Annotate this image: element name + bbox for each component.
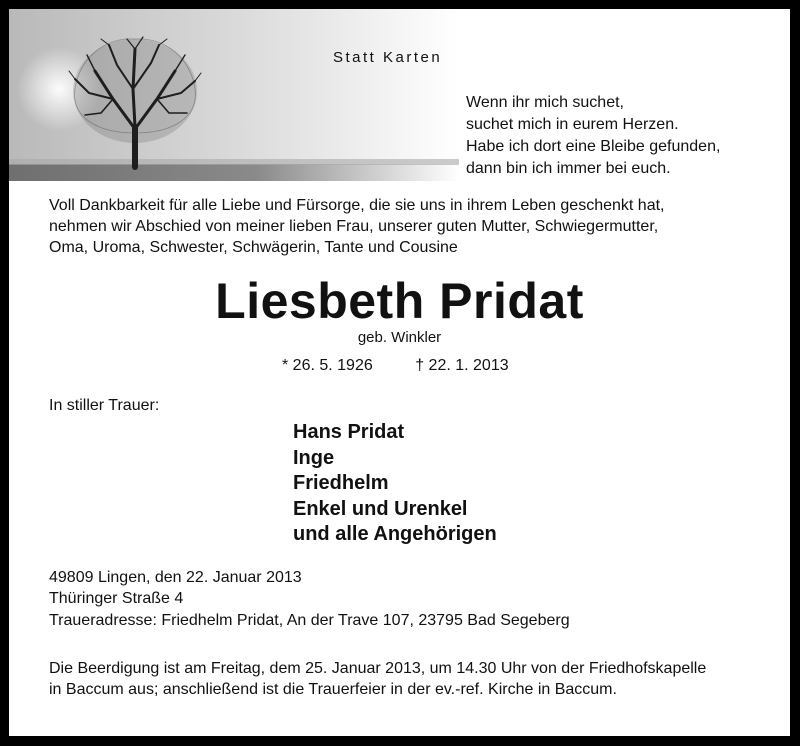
obituary-card	[9, 9, 790, 736]
statt-karten: Statt Karten	[333, 49, 443, 66]
birth-name: geb. Winkler	[357, 329, 442, 346]
intro-line: nehmen wir Abschied von meiner lieben Frau, unserer guten Mutter, Schwiegermutter,	[49, 218, 659, 235]
life-dates	[282, 357, 509, 375]
intro-line: Voll Dankbarkeit für alle Liebe und Fürsorge, die sie uns in ihrem Leben geschenkt hat,	[49, 197, 665, 214]
funeral-info	[49, 658, 755, 700]
sender-address	[49, 567, 302, 609]
place-date: 49809 Lingen, den 22. Januar 2013	[49, 569, 302, 586]
birth-date: * 26. 5. 1926	[282, 357, 373, 374]
intro-text	[49, 195, 755, 258]
poem	[466, 92, 720, 180]
mourner-name: und alle Angehörigen	[293, 523, 497, 545]
poem-line: Habe ich dort eine Bleibe gefunden,	[466, 138, 721, 155]
street: Thüringer Straße 4	[49, 590, 184, 607]
deceased-name: Liesbeth Pridat	[215, 273, 584, 329]
tree-image	[9, 9, 459, 181]
poem-line: Wenn ihr mich suchet,	[466, 94, 624, 111]
death-date: † 22. 1. 2013	[415, 357, 509, 374]
tree-icon	[9, 9, 459, 181]
funeral-line: Die Beerdigung ist am Freitag, dem 25. Januar 2013, um 14.30 Uhr von der Friedhofskapelle	[49, 660, 707, 677]
mourning-label: In stiller Trauer:	[49, 397, 160, 414]
intro-line: Oma, Uroma, Schwester, Schwägerin, Tante und Cousine	[49, 239, 458, 256]
mourner-name: Inge	[293, 446, 335, 469]
poem-line: dann bin ich immer bei euch.	[466, 160, 671, 177]
mourners-list	[293, 420, 497, 548]
funeral-line: in Baccum aus; anschließend ist die Trauerfeier in der ev.-ref. Kirche in Baccum.	[49, 681, 617, 698]
mourner-name: Friedhelm	[293, 472, 389, 494]
condolence-address: Traueradresse: Friedhelm Pridat, An der Trave 107, 23795 Bad Segeberg	[49, 612, 570, 629]
mourner-name: Hans Pridat	[293, 421, 405, 443]
mourner-name: Enkel und Urenkel	[293, 497, 468, 520]
poem-line: suchet mich in eurem Herzen.	[466, 116, 679, 133]
